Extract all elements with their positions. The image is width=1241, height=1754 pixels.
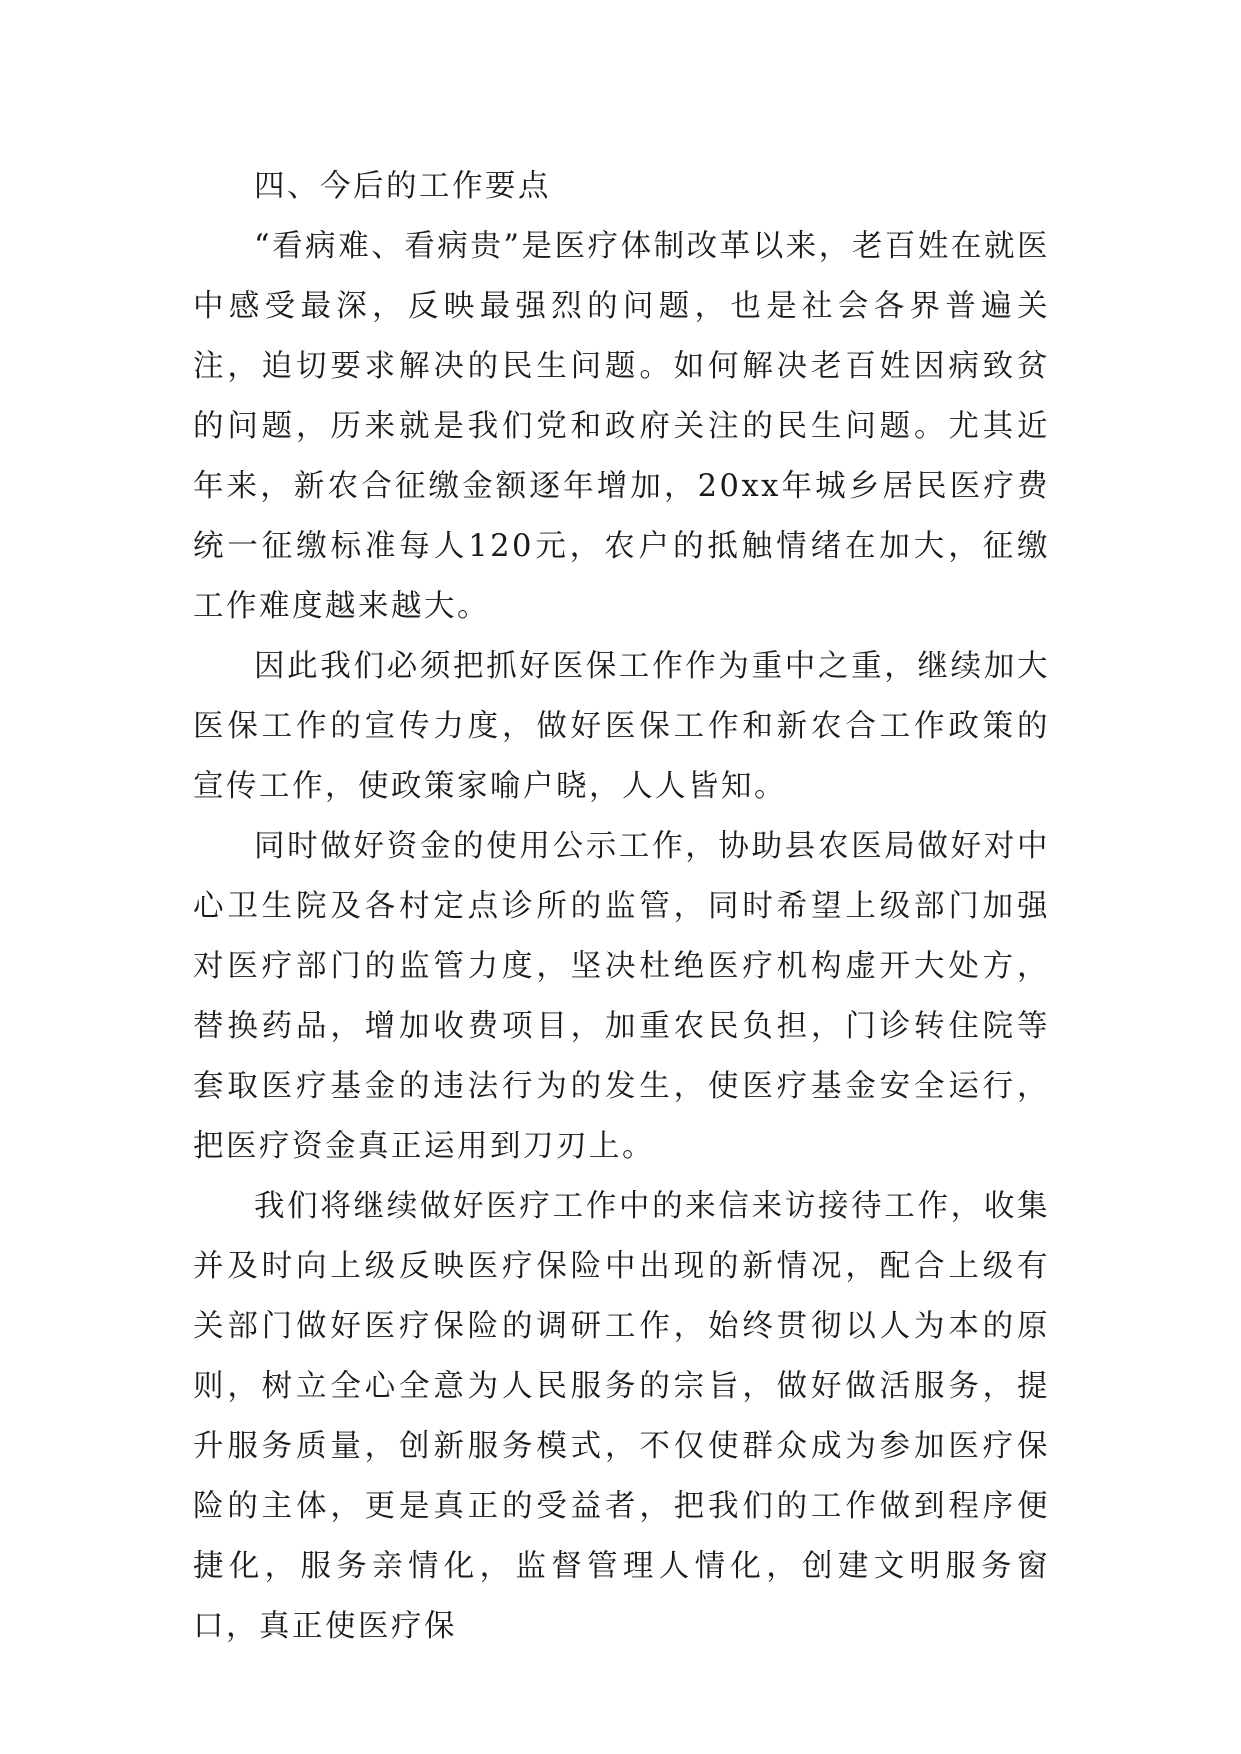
paragraph-4: 我们将继续做好医疗工作中的来信来访接待工作，收集并及时向上级反映医疗保险中出现的新情况，配合上级有关部门做好医疗保险的调研工作，始终贯彻以人为本的原则，树立全心全意为人民服务的宗旨，做好做活服务，提升服务质量，创新服务模式，不仅使群众成为参加医疗保险的主体，更是真正的受益者，把我们的工作做到程序便捷化，服务亲情化，监督管理人情化，创建文明服务窗口，真正使医疗保 <box>193 1189 1050 1644</box>
paragraph-3: 同时做好资金的使用公示工作，协助县农医局做好对中心卫生院及各村定点诊所的监管，同时希望上级部门加强对医疗部门的监管力度，坚决杜绝医疗机构虚开大处方，替换药品，增加收费项目，加重农民负担，门诊转住院等套取医疗基金的违法行为的发生，使医疗基金安全运行，把医疗资金真正运用到刀刃上。 <box>193 829 1050 1164</box>
paragraph-2: 因此我们必须把抓好医保工作作为重中之重，继续加大医保工作的宣传力度，做好医保工作和新农合工作政策的宣传工作，使政策家喻户晓，人人皆知。 <box>193 649 1050 804</box>
section-heading: 四、今后的工作要点 <box>254 169 551 204</box>
paragraph-1: “看病难、看病贵”是医疗体制改革以来，老百姓在就医中感受最深，反映最强烈的问题，也是社会各界普遍关注，迫切要求解决的民生问题。如何解决老百姓因病致贫的问题，历来就是我们党和政府关注的民生问题。尤其近年来，新农合征缴金额逐年增加，20xx年城乡居民医疗费统一征缴标准每人120元，农户的抵触情绪在加大，征缴工作难度越来越大。 <box>193 229 1050 624</box>
document-body <box>193 157 1050 1657</box>
